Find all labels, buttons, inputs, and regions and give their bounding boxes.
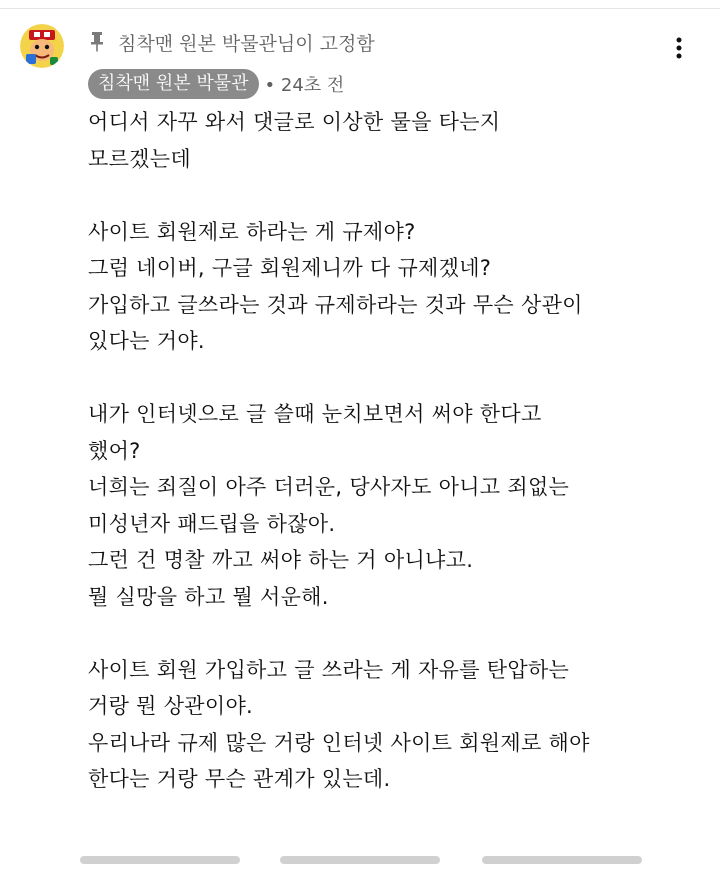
author-name-badge[interactable]: 침착맨 원본 박물관 <box>88 69 259 99</box>
loading-placeholder-bar <box>80 856 240 864</box>
pinned-label: 침착맨 원본 박물관님이 고정함 <box>118 32 375 55</box>
comment-line: 가입하고 글쓰라는 것과 규제하라는 것과 무슨 상관이 <box>88 292 583 317</box>
comment-line: 사이트 회원제로 하라는 게 규제야? <box>88 219 416 244</box>
comment-line: 그런 건 명찰 까고 써야 하는 거 아니냐고. <box>88 548 474 572</box>
comment-line <box>88 615 698 652</box>
loading-placeholder-bar <box>280 856 440 864</box>
comment-line: 미성년자 패드립을 하잖아. <box>88 511 336 536</box>
comment-line: 너희는 죄질이 아주 더러운, 당사자도 아니고 죄없는 <box>88 475 570 499</box>
comment-line: 사이트 회원 가입하고 글 쓰라는 게 자유를 탄압하는 <box>88 657 570 682</box>
comment-line: 그럼 네이버, 구글 회원제니까 다 규제겠네? <box>88 256 492 280</box>
comment-line: 어디서 자꾸 와서 댓글로 이상한 물을 타는지 <box>88 110 501 134</box>
more-options-button[interactable] <box>664 28 694 68</box>
comment-line <box>88 177 698 214</box>
comment-line: 한다는 거랑 무슨 관계가 있는데. <box>88 767 391 791</box>
pinned-indicator <box>88 28 375 56</box>
comment-timestamp[interactable]: • 24초 전 <box>264 75 345 96</box>
pin-icon <box>88 31 106 53</box>
comment-line: 우리나라 규제 많은 거랑 인터넷 사이트 회원제로 해야 <box>88 730 590 755</box>
comment-line <box>88 360 698 397</box>
comment-line: 모르겠는데 <box>88 146 191 171</box>
comment-line: 했어? <box>88 438 141 463</box>
comment-line: 거랑 뭔 상관이야. <box>88 694 254 718</box>
avatar[interactable] <box>20 24 64 68</box>
comment-header <box>88 68 344 100</box>
comment-line: 뭘 실망을 하고 뭘 서운해. <box>88 584 329 609</box>
loading-placeholder-bar <box>482 856 642 864</box>
top-divider <box>0 8 720 9</box>
comment-line: 내가 인터넷으로 글 쓸때 눈치보면서 써야 한다고 <box>88 402 542 426</box>
more-vertical-icon <box>676 37 682 59</box>
comment-text <box>88 104 698 798</box>
comment-line: 있다는 거야. <box>88 329 205 353</box>
